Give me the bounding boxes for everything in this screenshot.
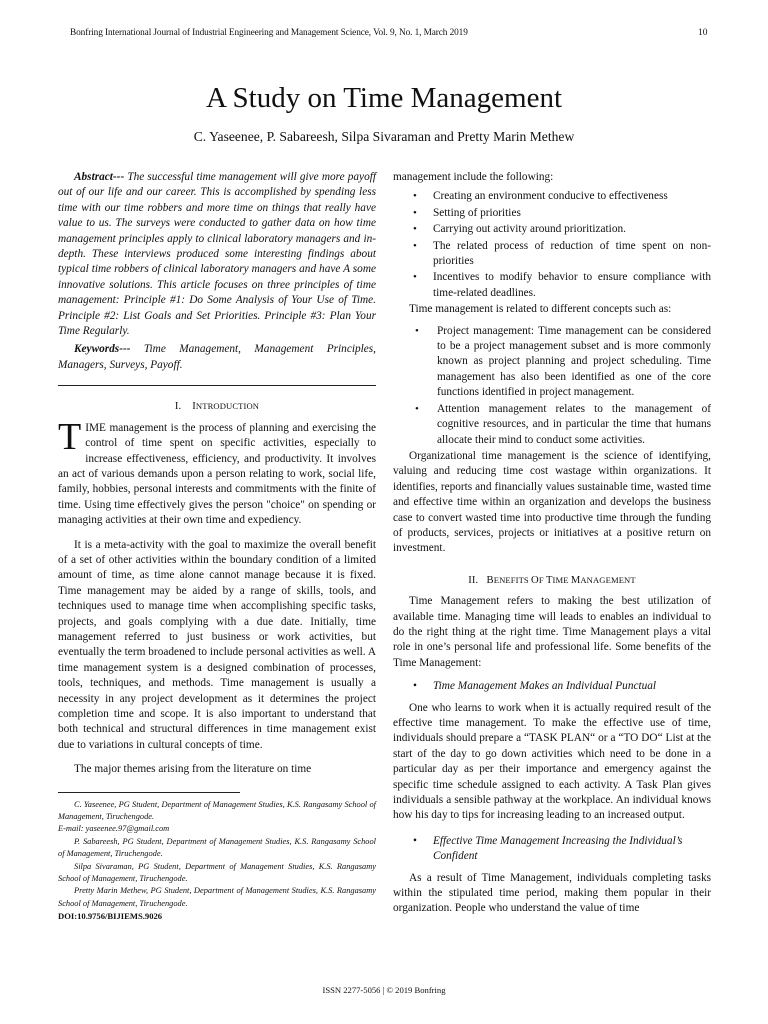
list-item: • Setting of priorities <box>393 206 711 221</box>
author-list: C. Yaseenee, P. Sabareesh, Silpa Sivaraman and Pretty Marin Methew <box>193 129 575 144</box>
abstract <box>58 170 376 339</box>
abstract-text: The successful time management will give more payoff out of our life and our career. This is accomplished by spending less time with our time robbers and more time on things that really have value to us. The surveys were conducted to gather data on how time management principles apply to clinical laboratory managers and in-depth. These interviews produced some interesting findings about typical time robbers of clinical laboratory managers and have A some innovative solutions. This article focuses on three principles of time management: Principle #1: Do Some Analysis of Your Use of Time. Principle #2: List Goals and Set Priorities. Principle #3: Plan Your Time Regularly. <box>58 171 376 338</box>
page-footer: ISSN 2277-5056 | © 2019 Bonfring <box>322 985 446 995</box>
subheading-confident: • Effective Time Management Increasing the Individual’s Confident <box>393 834 711 865</box>
section-heading-initial: I <box>192 401 196 413</box>
doi: DOI:10.9756/BIJIEMS.9026 <box>58 911 163 922</box>
intro-paragraph-3: The major themes arising from the literature on time <box>74 763 312 776</box>
subheading-punctual: • Time Management Makes an Individual Punctual <box>393 679 711 694</box>
footnotes <box>58 799 376 923</box>
section-heading-smallcaps: NTRODUCTION <box>195 401 260 412</box>
intro-paragraph-1 <box>58 415 376 529</box>
list-item: • Attention management relates to the management of cognitive resources, and in particular the time that humans allocate their mind to conduct some activities. <box>393 402 711 448</box>
intro-text-1: IME management is the process of planning and exercising the control of time spent on specific activities, especially to increase effectiveness, efficiency, and productivity. It involves an act of various demands upon a person relating to work, social life, family, hobbies, personal interests and commitments with the finite of time. Using time effectively gives the person "choice" on spending or managing activities at their own time and expediency. <box>58 421 376 527</box>
footnote-email: E-mail: yaseenee.97@gmail.com <box>58 824 170 834</box>
heading-smallcaps: ANAGEMENT <box>580 574 636 585</box>
heading-letter: M <box>570 574 581 586</box>
footnote-author-1: C. Yaseenee, PG Student, Department of Management Studies, K.S. Rangasamy School of Management, Tiruchengode. <box>58 799 376 822</box>
continued-text: management include the following: <box>393 171 554 183</box>
heading-smallcaps: ENEFITS <box>493 574 532 585</box>
keywords <box>58 342 376 373</box>
time-management-themes-list <box>393 189 711 301</box>
drop-cap: T <box>58 415 82 458</box>
list-item: • Project management: Time management can be considered to be a project management subset and is more commonly known as project planning and project scheduling. Time management has also been identified as one of the core functions identified in project management. <box>393 324 711 401</box>
intro-paragraph-2: It is a meta-activity with the goal to maximize the overall benefit of a set of other activities within the boundary condition of a limited amount of time, as time alone cannot manage because it is fixed. Time management may be aided by a range of skills, tools, and techniques used to manage time when accomplishing specific tasks, projects, and goals complying with a due date. Initially, time management referred to just business or work activities, but eventually the term broadened to include personal activities as well. A time management system is a designed combination of processes, tools, techniques, and methods. Time management is usually a necessity in any project development as it determines the project completion time and scope. It is also important to understand that both technical and structural differences in time management exist due to variations in cultural concepts of time. <box>58 538 376 751</box>
organizational-paragraph: Organizational time management is the science of identifying, valuing and reducing time cost wastage within organizations. It identifies, reports and financially values sustainable time, wasted time and effective time within an organization and develops the business case to convert wasted time into productive time through the funding of products, services, projects or initiatives at a positive return on investment. <box>393 449 711 555</box>
heading-letter: T <box>545 574 553 586</box>
left-column <box>58 170 376 923</box>
list-item: • Carrying out activity around prioritization. <box>393 222 711 237</box>
heading-smallcaps: F <box>538 574 546 585</box>
heading-smallcaps: IME <box>552 574 571 585</box>
list-item: • Incentives to modify behavior to ensure compliance with time-related deadlines. <box>393 270 711 301</box>
section-heading-benefits <box>393 573 711 588</box>
keywords-label: Keywords--- <box>74 343 131 356</box>
benefits-paragraph-1: Time Management refers to making the best utilization of available time. Managing time will leads to enables an individual to do the right thing at the right time. Time Management plays a vital role in one’s personal life and professional life. Some benefits of the Time Management: <box>393 595 711 669</box>
section-number: I. <box>174 401 182 413</box>
right-column <box>393 170 711 917</box>
footnote-divider <box>58 792 240 793</box>
paper-title: A Study on Time Management <box>205 82 563 114</box>
page-number: 10 <box>698 28 708 38</box>
section-number: II. <box>468 574 479 586</box>
journal-header: Bonfring International Journal of Industrial Engineering and Management Science, Vol. 9, No. 1, March 2019 <box>70 28 468 38</box>
benefits-paragraph-3: As a result of Time Management, individuals completing tasks within the stipulated time period, making them popular in their organization. People who understand the value of time <box>393 871 711 915</box>
footnote-author-2: P. Sabareesh, PG Student, Department of Management Studies, K.S. Rangasamy School of Management, Tiruchengode. <box>58 836 376 859</box>
section-heading-introduction <box>58 399 376 414</box>
list-item: • Creating an environment conducive to effectiveness <box>393 189 711 204</box>
footnote-author-4: Pretty Marin Methew, PG Student, Department of Management Studies, K.S. Rangasamy School of Management, Tiruchengode. <box>58 886 376 908</box>
footnote-author-3: Silpa Sivaraman, PG Student, Department of Management Studies, K.S. Rangasamy School of Management, Tiruchengode. <box>58 861 376 884</box>
related-concepts-intro: Time management is related to different concepts such as: <box>409 303 672 316</box>
heading-letter: O <box>531 574 539 586</box>
abstract-divider <box>58 385 376 386</box>
benefits-paragraph-2: One who learns to work when it is actually required result of the effective time management. To make the effective use of time, individuals should prepare a “TASK PLAN“ or a “TO DO“ List at the start of the day to go down activities which need to be done in a particular day as per their importance and emergency against the specific time schedule assigned to each activity. A Task Plan gives individuals a sensible pathway at the workplace. An individual knows how his day to tips for increasing leading to an increased output. <box>393 701 711 822</box>
keywords-text: Time Management, Management Principles, Managers, Surveys, Payoff. <box>58 343 376 371</box>
abstract-label: Abstract--- <box>74 171 125 183</box>
list-item: • The related process of reduction of time spent on non-priorities <box>393 239 711 270</box>
heading-letter: B <box>486 574 494 586</box>
related-concepts-list <box>393 324 711 448</box>
